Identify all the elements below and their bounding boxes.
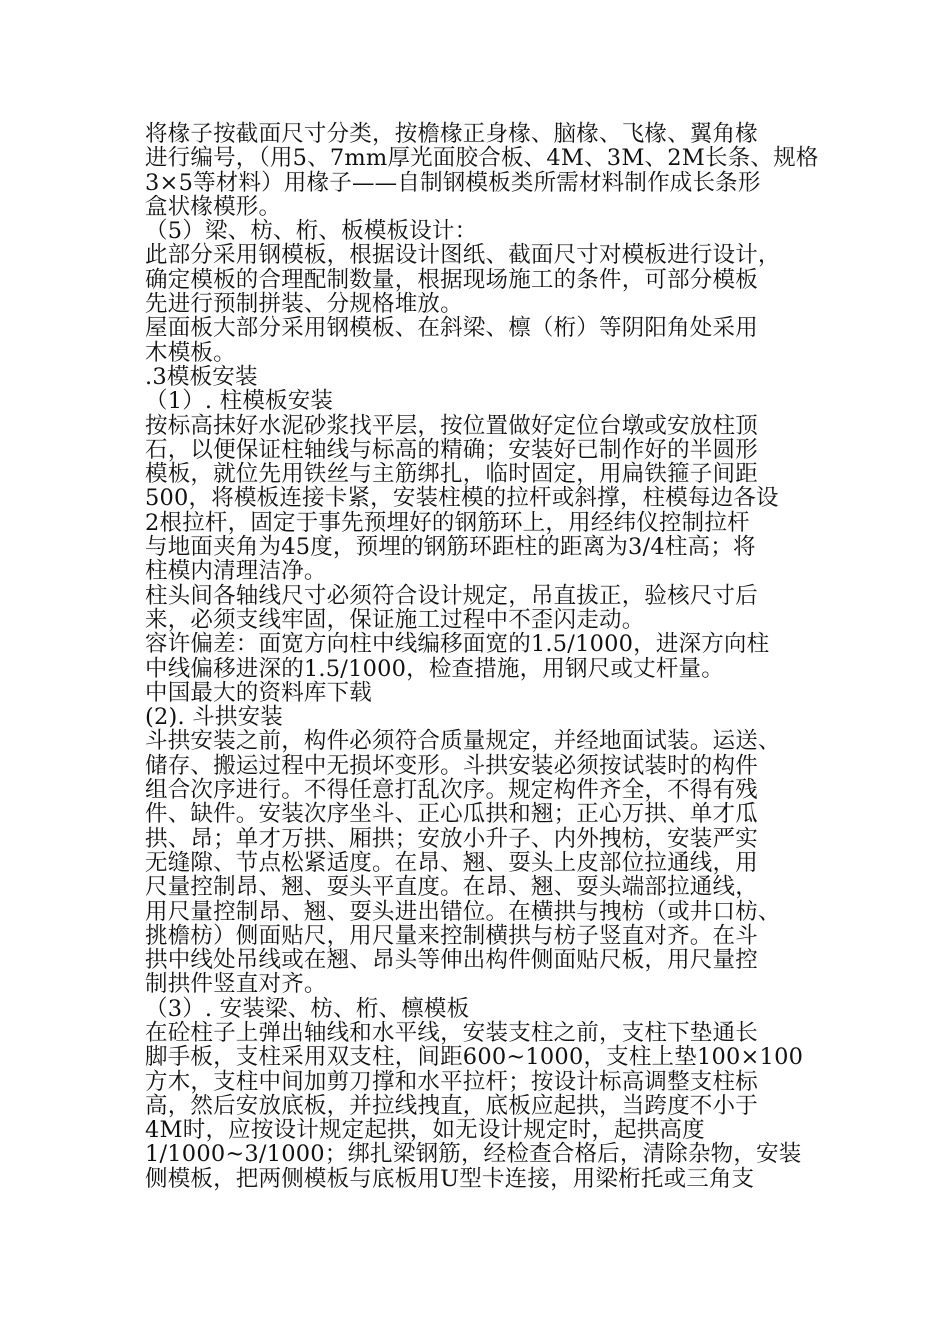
text-line: 拱中线处吊线或在翘、昂头等伸出构件侧面贴尺板，用尺量控 [145, 947, 758, 974]
text-line: 将椽子按截面尺寸分类，按檐椽正身椽、脑椽、飞椽、翼角椽 [145, 121, 758, 147]
text-line: 制拱件竖直对齐。 [145, 971, 327, 998]
text-line: 500，将模板连接卡紧，安装柱模的拉杆或斜撑，柱模每边各设 [145, 485, 779, 512]
text-line: 中线偏移进深的1.5/1000，检查措施，用钢尺或丈杆量。 [145, 655, 724, 682]
document-body [145, 122, 835, 1191]
text-line: 先进行预制拼装、分规格堆放。 [145, 291, 463, 318]
text-line: 拱、昂；单才万拱、厢拱；安放小升子、内外拽枋，安装严实 [145, 825, 758, 852]
text-line: 容许偏差：面宽方向柱中线编移面宽的1.5/1000，进深方向柱 [145, 631, 770, 658]
text-line: 无缝隙、节点松紧适度。在昂、翘、耍头上皮部位拉通线，用 [145, 849, 758, 876]
section-heading: （3）. 安装梁、枋、桁、檩模板 [145, 995, 470, 1022]
section-heading: .3模板安装 [145, 363, 258, 390]
text-line: 脚手板，支柱采用双支柱，间距600~1000，支柱上垫100×100 [145, 1044, 804, 1071]
text-line: 此部分采用钢模板，根据设计图纸、截面尺寸对模板进行设计， [145, 242, 781, 269]
text-line: 件、缺件。安装次序坐斗、正心瓜拱和翘；正心万拱、单才瓜 [145, 801, 758, 828]
text-line: 尺量控制昂、翘、耍头平直度。在昂、翘、耍头端部拉通线， [145, 874, 758, 901]
text-line: 盒状椽模形。 [145, 193, 282, 220]
text-line: 来，必须支线牢固，保证施工过程中不歪闪走动。 [145, 606, 645, 633]
text-line: 1/1000~3/1000；绑扎梁钢筋，经检查合格后，清除杂物，安装 [145, 1141, 802, 1168]
text-line: 柱模内清理洁净。 [145, 558, 327, 585]
text-line: 4M时，应按设计规定起拱，如无设计规定时，起拱高度 [145, 1117, 705, 1144]
text-line: 石，以便保证柱轴线与标高的精确；安装好已制作好的半圆形 [145, 436, 758, 463]
text-line: 挑檐枋）侧面贴尺，用尺量来控制横拱与枋子竖直对齐。在斗 [145, 922, 758, 949]
text-line: 确定模板的合理配制数量，根据现场施工的条件，可部分模板 [145, 266, 758, 293]
text-line: 按标高抹好水泥砂浆找平层，按位置做好定位台墩或安放柱顶 [145, 412, 758, 439]
text-line: 柱头间各轴线尺寸必须符合设计规定，吊直拔正，验核尺寸后 [145, 582, 758, 609]
section-heading: （5）梁、枋、桁、板模板设计： [145, 218, 478, 245]
text-line: 模板，就位先用铁丝与主筋绑扎，临时固定，用扁铁箍子间距 [145, 461, 758, 488]
text-line: 斗拱安装之前，构件必须符合质量规定，并经地面试装。运送、 [145, 728, 781, 755]
text-line: 方木，支柱中间加剪刀撑和水平拉杆；按设计标高调整支柱标 [145, 1068, 758, 1095]
text-line: 组合次序进行。不得任意打乱次序。规定构件齐全，不得有残 [145, 777, 758, 804]
text-line: 进行编号，（用5、7mm厚光面胶合板、4M、3M、2M长条、规格 [145, 145, 819, 172]
section-heading: (2). 斗拱安装 [145, 704, 283, 731]
text-line: 用尺量控制昂、翘、耍头进出错位。在横拱与拽枋（或井口枋、 [145, 898, 781, 925]
text-line: 侧模板，把两侧模板与底板用U型卡连接，用梁桁托或三角支 [145, 1165, 755, 1192]
text-line: 与地面夹角为45度，预埋的钢筋环距柱的距离为3/4柱高；将 [145, 534, 756, 561]
text-line: 木模板。 [145, 339, 236, 366]
watermark-line: 中国最大的资料库下载 [145, 679, 373, 706]
text-line: 在砼柱子上弹出轴线和水平线，安装支柱之前，支柱下垫通长 [145, 1019, 758, 1046]
text-line: 储存、搬运过程中无损坏变形。斗拱安装必须按试装时的构件 [145, 752, 758, 779]
section-heading: （1）. 柱模板安装 [145, 388, 334, 415]
text-line: 2根拉杆，固定于事先预埋好的钢筋环上，用经纬仪控制拉杆 [145, 509, 750, 536]
text-line: 屋面板大部分采用钢模板、在斜梁、檩（桁）等阴阳角处采用 [145, 315, 758, 342]
text-line: 3×5等材料）用椽子——自制钢模板类所需材料制作成长条形 [145, 169, 761, 196]
text-line: 高，然后安放底板，并拉线拽直，底板应起拱，当跨度不小于 [145, 1092, 758, 1119]
